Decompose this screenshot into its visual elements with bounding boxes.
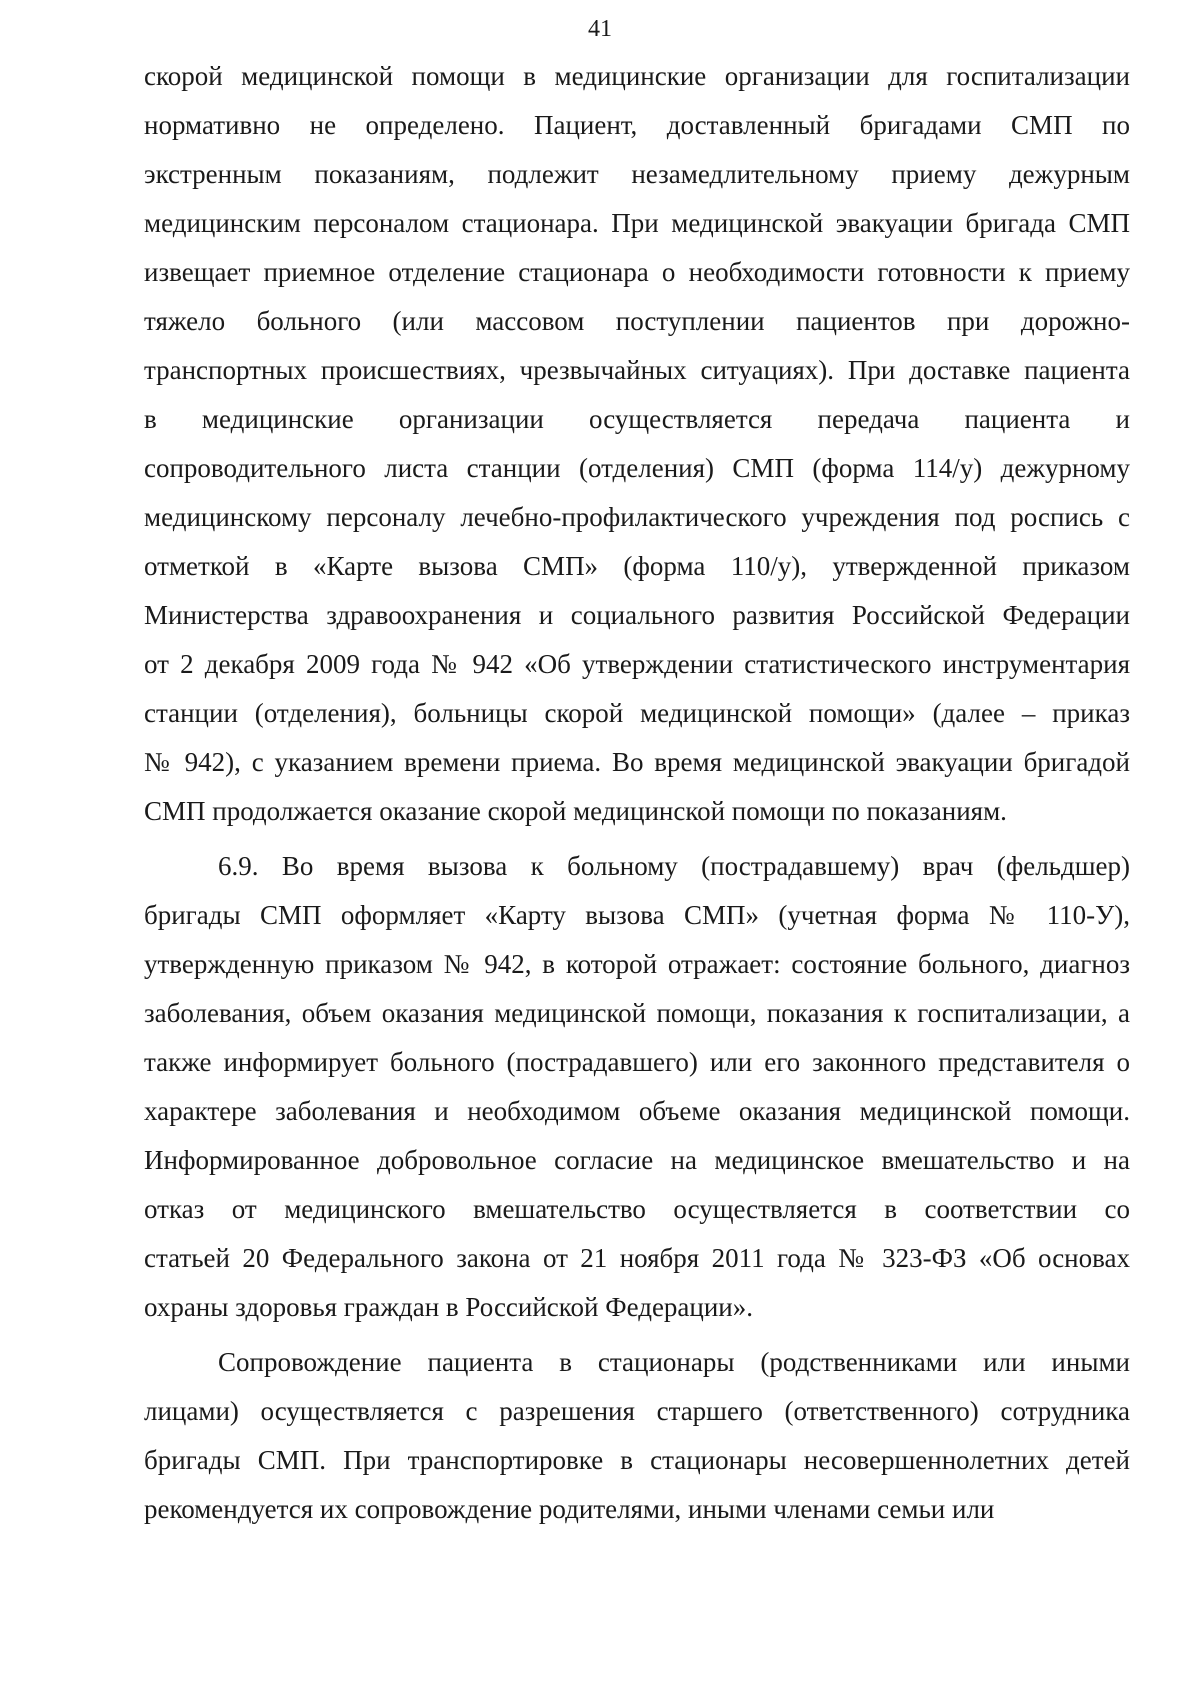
page-number: 41 [588,16,612,42]
text-line: характере заболевания и необходимом объеме оказания медицинской помощи. [144,1096,1130,1126]
text-line: нормативно не определено. Пациент, доставленный бригадами СМП по [144,110,1130,140]
text-line: статьей 20 Федерального закона от 21 ноября 2011 года № 323-ФЗ «Об основах [144,1243,1130,1273]
text-line: экстренным показаниям, подлежит незамедлительному приему дежурным [144,159,1130,189]
text-line: также информирует больного (пострадавшего) или его законного представителя о [144,1047,1130,1077]
text-line: скорой медицинской помощи в медицинские организации для госпитализации [144,61,1130,91]
text-line: бригады СМП оформляет «Карту вызова СМП» (учетная форма № 110-У), [144,900,1130,930]
text-line: лицами) осуществляется с разрешения старшего (ответственного) сотрудника [144,1396,1130,1426]
text-line: тяжело больного (или массовом поступлении пациентов при дорожно- [144,306,1130,336]
text-line: станции (отделения), больницы скорой медицинской помощи» (далее – приказ [144,698,1130,728]
text-line: рекомендуется их сопровождение родителями, иными членами семьи или [144,1494,995,1524]
text-line: заболевания, объем оказания медицинской помощи, показания к госпитализации, а [144,998,1130,1028]
text-line: Министерства здравоохранения и социального развития Российской Федерации [144,600,1130,630]
text-line: от 2 декабря 2009 года № 942 «Об утверждении статистического инструментария [144,649,1130,679]
text-line: сопроводительного листа станции (отделения) СМП (форма 114/у) дежурному [144,453,1130,483]
text-line: № 942), с указанием времени приема. Во время медицинской эвакуации бригадой [144,747,1130,777]
text-line: медицинским персоналом стационара. При медицинской эвакуации бригада СМП [144,208,1130,238]
text-line: в медицинские организации осуществляется передача пациента и [144,404,1130,434]
text-line: медицинскому персоналу лечебно-профилактического учреждения под роспись с [144,502,1130,532]
text-line: отметкой в «Карте вызова СМП» (форма 110/у), утвержденной приказом [144,551,1130,581]
text-line: охраны здоровья граждан в Российской Федерации». [144,1292,754,1322]
text-line: Сопровождение пациента в стационары (родственниками или иными [218,1347,1130,1377]
text-line: 6.9. Во время вызова к больному (пострадавшему) врач (фельдшер) [218,851,1130,881]
text-line: отказ от медицинского вмешательство осуществляется в соответствии со [144,1194,1130,1224]
text-line: транспортных происшествиях, чрезвычайных ситуациях). При доставке пациента [144,355,1130,385]
text-line: утвержденную приказом № 942, в которой отражает: состояние больного, диагноз [144,949,1130,979]
text-line: СМП продолжается оказание скорой медицинской помощи по показаниям. [144,796,1007,826]
text-line: Информированное добровольное согласие на медицинское вмешательство и на [144,1145,1130,1175]
text-line: бригады СМП. При транспортировке в стационары несовершеннолетних детей [144,1445,1130,1475]
text-line: извещает приемное отделение стационара о необходимости готовности к приему [144,257,1130,287]
